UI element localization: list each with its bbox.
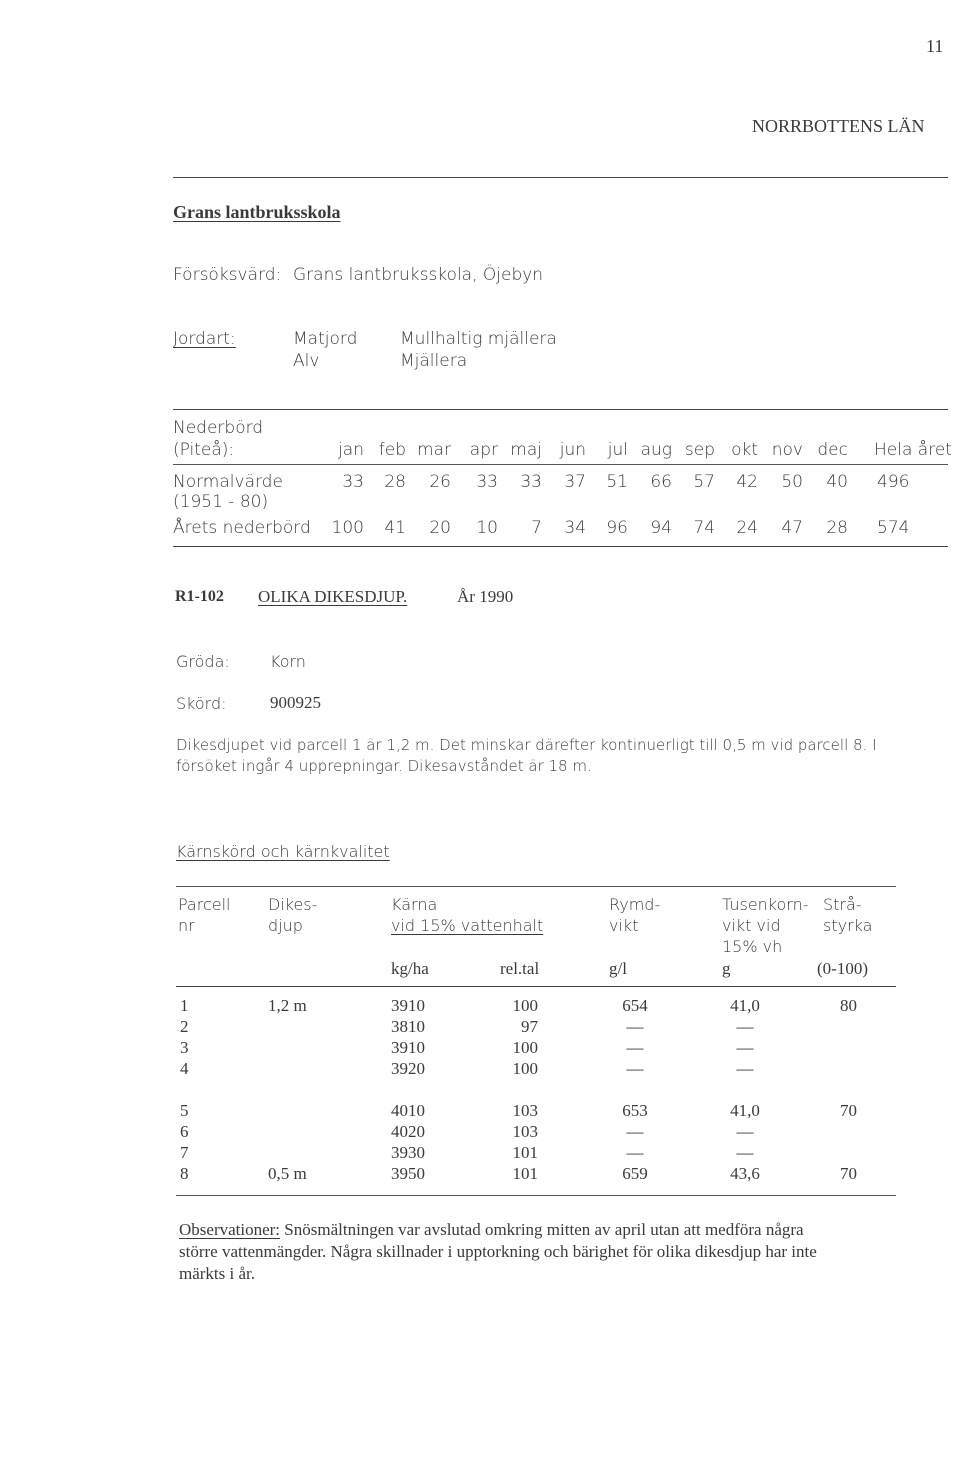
county-heading: NORRBOTTENS LÄN xyxy=(752,116,925,136)
month-header-10: nov xyxy=(771,440,803,460)
observations-text-1: Snösmältningen var avslutad omkring mitten av april utan att medföra några xyxy=(284,1220,804,1239)
table-cell-kgha-8: 3950 xyxy=(391,1164,425,1183)
month-header-1: feb xyxy=(378,440,406,460)
year-value-6: 96 xyxy=(606,518,628,538)
table-cell-rel-8: 101 xyxy=(512,1164,538,1183)
header-tusenkornvikt: Tusenkorn- vikt vid 15% vh xyxy=(722,895,809,956)
normal-value-7: 66 xyxy=(650,472,672,492)
precip-top-rule xyxy=(173,409,948,410)
month-header-3: apr xyxy=(469,440,498,460)
table-cell-djup-1: 1,2 m xyxy=(268,996,307,1015)
month-header-2: mar xyxy=(417,440,451,460)
month-header-5: jun xyxy=(559,440,586,460)
harvest-label: Skörd: xyxy=(176,694,227,713)
table-cell-rel-3: 100 xyxy=(512,1038,538,1057)
table-cell-djup-8: 0,5 m xyxy=(268,1164,307,1183)
trial-title: OLIKA DIKESDJUP. xyxy=(258,587,408,606)
header-parcell: Parcell nr xyxy=(178,895,231,935)
table-cell-rel-2: 97 xyxy=(521,1017,538,1036)
precip-bottom-rule xyxy=(173,546,948,547)
soil-label: Jordart: xyxy=(173,329,236,349)
table-cell-tkv-1: 41,0 xyxy=(730,996,760,1015)
normal-value-8: 57 xyxy=(693,472,715,492)
school-title: Grans lantbruksskola xyxy=(173,202,341,222)
trial-description-2: försöket ingår 4 upprepningar. Dikesavståndet är 18 m. xyxy=(176,757,592,775)
year-value-7: 94 xyxy=(650,518,672,538)
table-cell-rymd-7: — xyxy=(626,1143,644,1162)
table-cell-kgha-1: 3910 xyxy=(391,996,425,1015)
year-value-8: 74 xyxy=(693,518,715,538)
month-header-4: maj xyxy=(510,440,542,460)
table-cell-kgha-5: 4010 xyxy=(391,1101,425,1120)
harvest-value: 900925 xyxy=(270,693,321,712)
table-cell-tkv-4: — xyxy=(736,1059,754,1078)
header-dikesdjup: Dikes- djup xyxy=(268,895,318,935)
header-karna: Kärna vid 15% vattenhalt xyxy=(391,895,544,935)
table-cell-nr-6: 6 xyxy=(180,1122,189,1141)
header-rule xyxy=(173,177,948,178)
normal-label-1: Normalvärde xyxy=(173,472,283,492)
year-value-0: 100 xyxy=(331,518,364,538)
month-header-6: jul xyxy=(607,440,628,460)
table-cell-nr-1: 1 xyxy=(180,996,189,1015)
table-cell-rel-1: 100 xyxy=(512,996,538,1015)
table-cell-kgha-2: 3810 xyxy=(391,1017,425,1036)
table-cell-tkv-2: — xyxy=(736,1017,754,1036)
normal-label-2: (1951 - 80) xyxy=(173,492,269,512)
table-cell-nr-7: 7 xyxy=(180,1143,189,1162)
normal-value-0: 33 xyxy=(342,472,364,492)
table-cell-tkv-3: — xyxy=(736,1038,754,1057)
month-header-8: sep xyxy=(684,440,715,460)
year-precip-label: Årets nederbörd xyxy=(173,518,311,538)
year-value-3: 10 xyxy=(476,518,498,538)
year-value-9: 24 xyxy=(736,518,758,538)
table-cell-rymd-2: — xyxy=(626,1017,644,1036)
normal-value-6: 51 xyxy=(606,472,628,492)
soil-layer-1: Matjord xyxy=(293,329,358,349)
table-cell-rel-5: 103 xyxy=(512,1101,538,1120)
normal-value-10: 50 xyxy=(781,472,803,492)
table-cell-kgha-3: 3910 xyxy=(391,1038,425,1057)
year-value-12: 574 xyxy=(877,518,910,538)
table-cell-stra-1: 80 xyxy=(840,996,857,1015)
soil-type-2: Mjällera xyxy=(400,351,468,371)
yield-table-header-rule xyxy=(176,986,896,987)
table-cell-stra-8: 70 xyxy=(840,1164,857,1183)
page-number: 11 xyxy=(926,36,944,56)
observations-line-1 xyxy=(179,1220,804,1240)
year-value-1: 41 xyxy=(384,518,406,538)
observations-label: Observationer: xyxy=(179,1220,281,1239)
trial-description-1: Dikesdjupet vid parcell 1 är 1,2 m. Det minskar därefter kontinuerligt till 0,5 m vid parcell 8. I xyxy=(176,736,877,754)
soil-type-1: Mullhaltig mjällera xyxy=(400,329,557,349)
crop-label: Gröda: xyxy=(176,652,230,671)
table-cell-rymd-3: — xyxy=(626,1038,644,1057)
trial-site-value: Grans lantbruksskola, Öjebyn xyxy=(293,265,544,285)
precip-month-rule xyxy=(173,464,948,465)
normal-value-2: 26 xyxy=(429,472,451,492)
precip-label-2: (Piteå): xyxy=(173,440,235,460)
normal-value-12: 496 xyxy=(877,472,910,492)
year-value-4: 7 xyxy=(531,518,542,538)
observations-line-3: märkts i år. xyxy=(179,1264,256,1283)
normal-value-1: 28 xyxy=(384,472,406,492)
table-cell-nr-4: 4 xyxy=(180,1059,189,1078)
header-rymdvikt: Rymd- vikt xyxy=(609,895,661,935)
table-cell-kgha-6: 4020 xyxy=(391,1122,425,1141)
year-value-2: 20 xyxy=(429,518,451,538)
unit-gl: g/l xyxy=(609,959,627,978)
unit-reltal: rel.tal xyxy=(500,959,540,978)
unit-scale: (0-100) xyxy=(817,959,868,978)
table-cell-rymd-8: 659 xyxy=(622,1164,648,1183)
table-cell-nr-8: 8 xyxy=(180,1164,189,1183)
table-cell-rymd-4: — xyxy=(626,1059,644,1078)
normal-value-5: 37 xyxy=(564,472,586,492)
table-cell-rymd-5: 653 xyxy=(622,1101,648,1120)
year-value-5: 34 xyxy=(564,518,586,538)
month-header-0: jan xyxy=(338,440,364,460)
table-cell-rymd-1: 654 xyxy=(622,996,648,1015)
trial-year: År 1990 xyxy=(457,587,514,606)
header-strastyrka: Strå- styrka xyxy=(823,895,873,935)
table-cell-kgha-4: 3920 xyxy=(391,1059,425,1078)
precip-label-1: Nederbörd xyxy=(173,418,264,438)
table-cell-tkv-5: 41,0 xyxy=(730,1101,760,1120)
table-cell-rymd-6: — xyxy=(626,1122,644,1141)
table-cell-stra-5: 70 xyxy=(840,1101,857,1120)
normal-value-4: 33 xyxy=(520,472,542,492)
table-cell-rel-4: 100 xyxy=(512,1059,538,1078)
table-cell-kgha-7: 3930 xyxy=(391,1143,425,1162)
normal-value-9: 42 xyxy=(736,472,758,492)
month-header-7: aug xyxy=(640,440,672,460)
table-cell-tkv-8: 43,6 xyxy=(730,1164,760,1183)
month-header-12: Hela året xyxy=(874,440,952,460)
trial-code: R1-102 xyxy=(175,588,224,605)
trial-site-label: Försöksvärd: xyxy=(173,265,282,285)
month-header-11: dec xyxy=(817,440,848,460)
month-header-9: okt xyxy=(731,440,758,460)
table-cell-tkv-7: — xyxy=(736,1143,754,1162)
soil-layer-2: Alv xyxy=(293,351,320,371)
unit-kgha: kg/ha xyxy=(391,959,429,978)
crop-value: Korn xyxy=(270,652,306,671)
table-cell-tkv-6: — xyxy=(736,1122,754,1141)
table-cell-rel-7: 101 xyxy=(512,1143,538,1162)
normal-value-3: 33 xyxy=(476,472,498,492)
yield-table-top-rule xyxy=(176,886,896,887)
table-cell-nr-3: 3 xyxy=(180,1038,189,1057)
table-cell-nr-5: 5 xyxy=(180,1101,189,1120)
table-cell-rel-6: 103 xyxy=(512,1122,538,1141)
observations-line-2: större vattenmängder. Några skillnader i upptorkning och bärighet för olika dikesdjup har inte xyxy=(179,1242,817,1261)
yield-section-title: Kärnskörd och kärnkvalitet xyxy=(176,842,390,861)
year-value-10: 47 xyxy=(781,518,803,538)
normal-value-11: 40 xyxy=(826,472,848,492)
table-cell-nr-2: 2 xyxy=(180,1017,189,1036)
year-value-11: 28 xyxy=(826,518,848,538)
unit-g: g xyxy=(722,959,731,978)
yield-table-bottom-rule xyxy=(176,1195,896,1196)
